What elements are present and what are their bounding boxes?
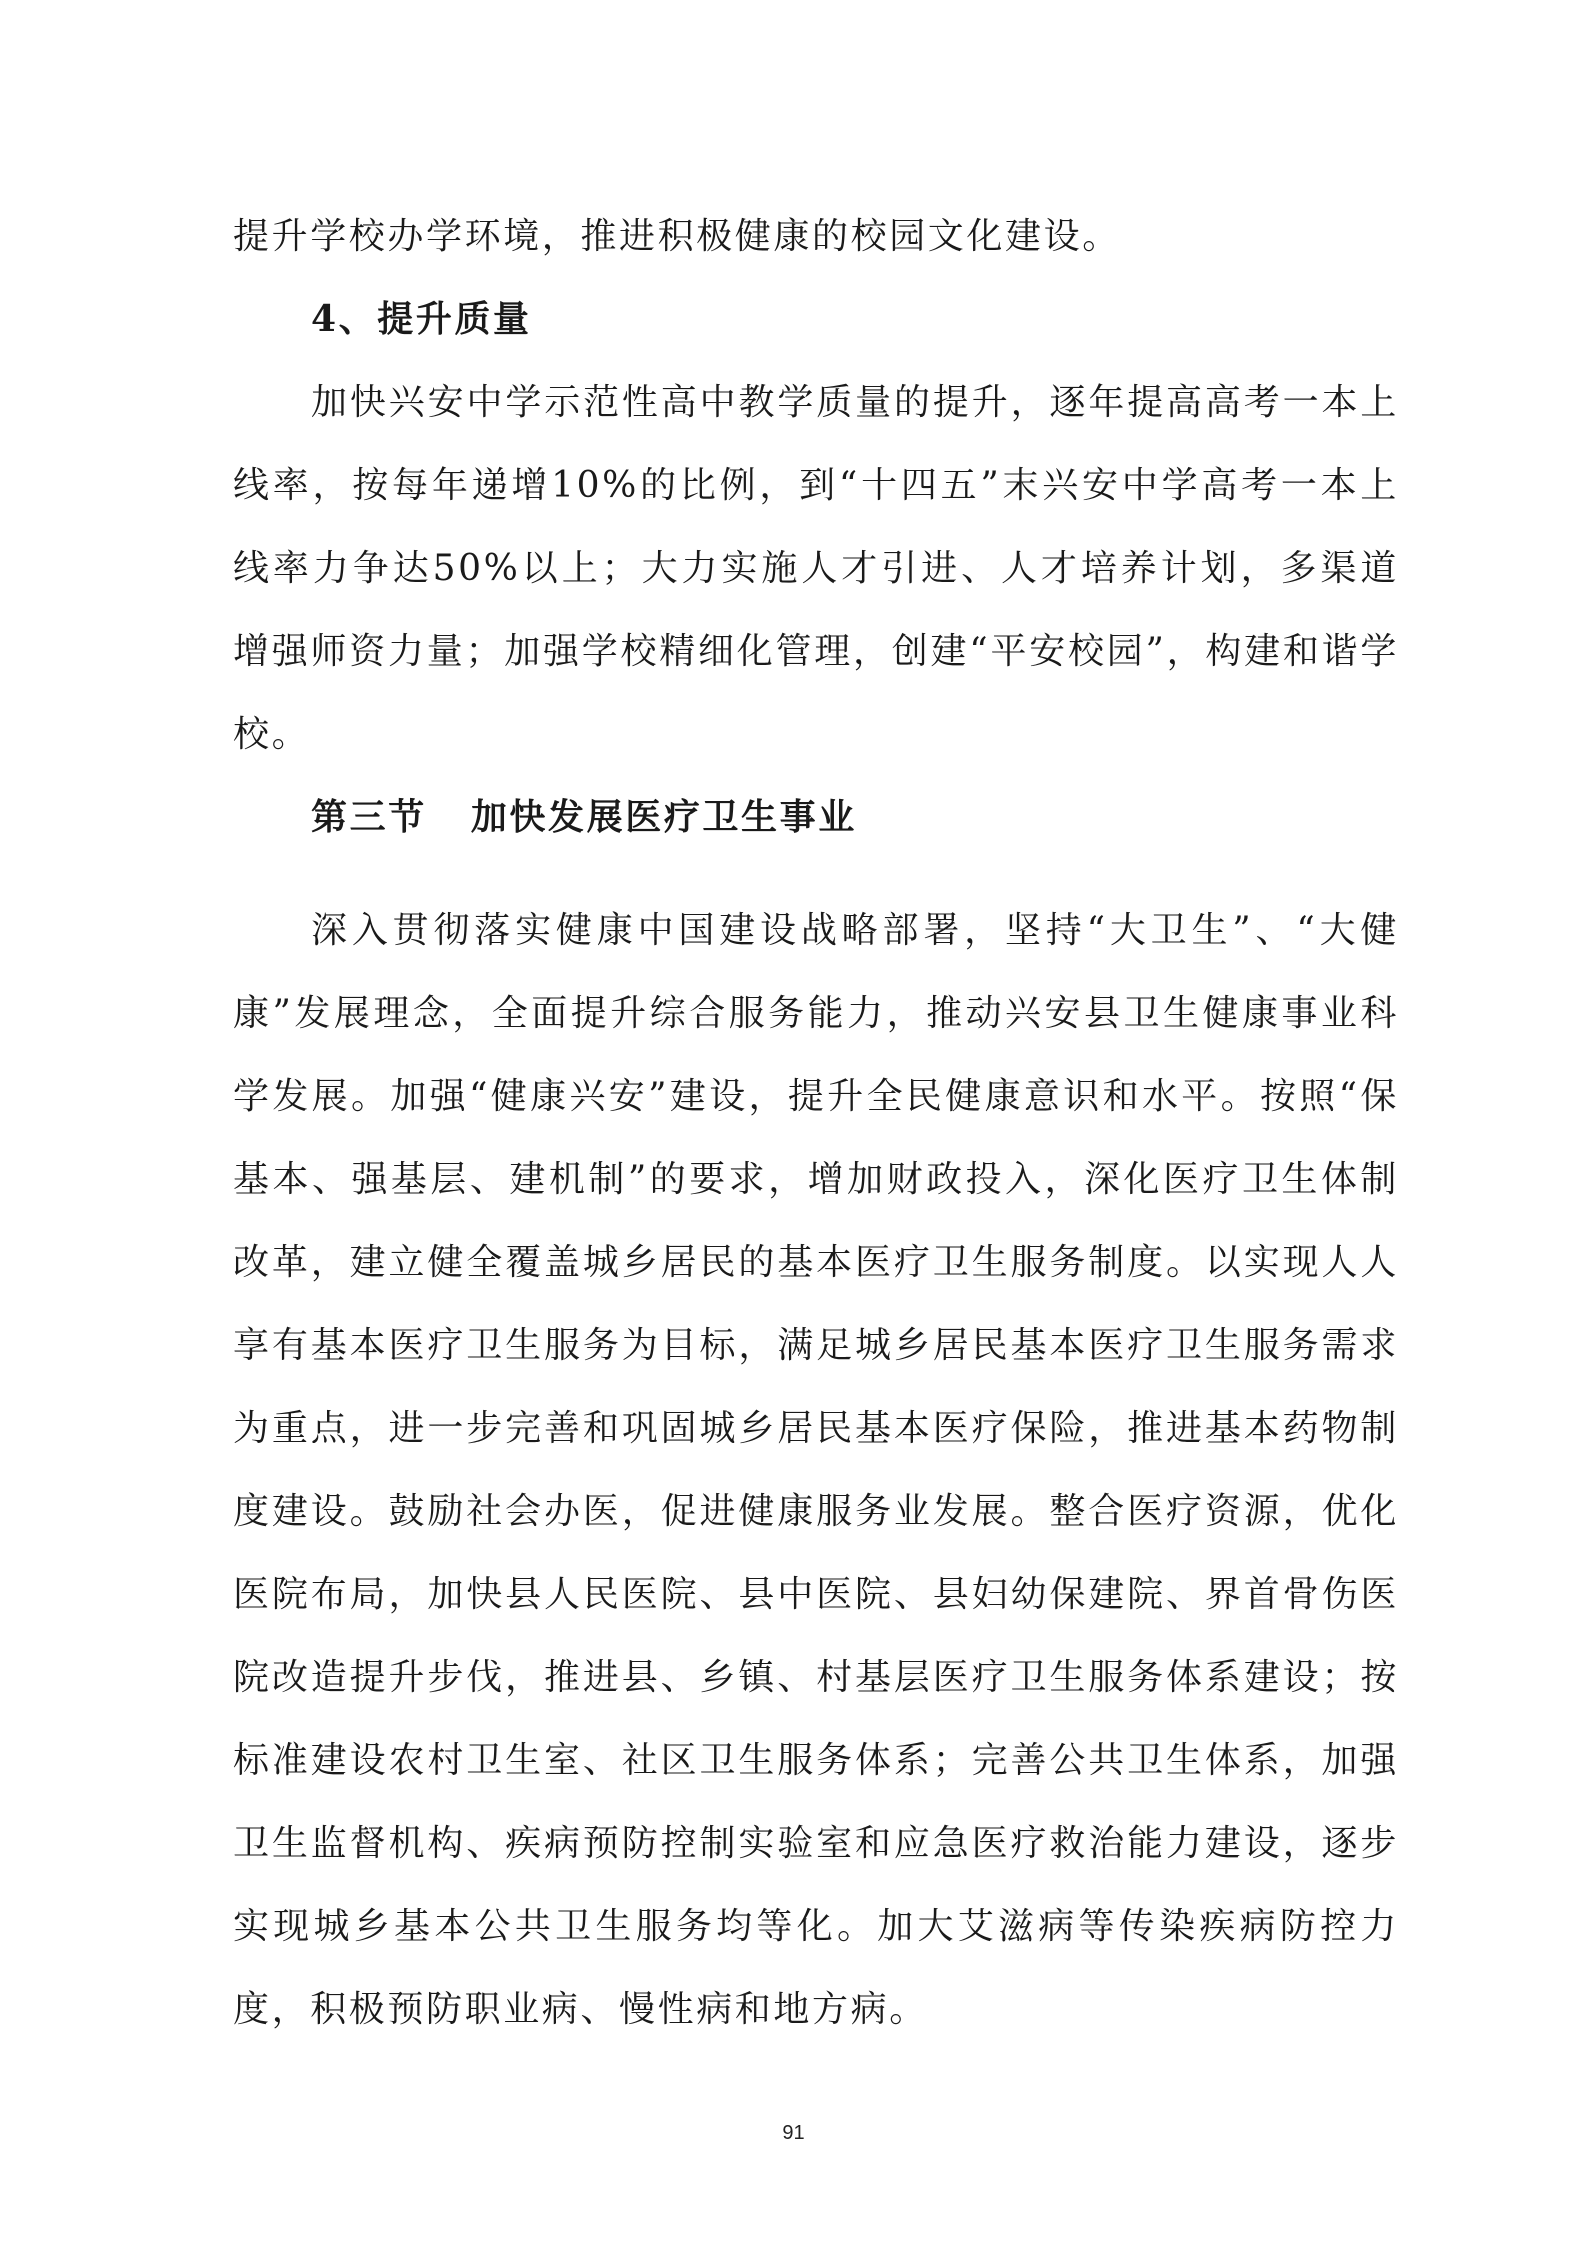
section-title: 加快发展医疗卫生事业 xyxy=(470,796,857,838)
section-number: 第三节 xyxy=(311,796,427,838)
subheading-quality: 4、提升质量 xyxy=(311,298,532,340)
section-heading xyxy=(233,776,1399,859)
page-number: 91 xyxy=(782,2122,805,2144)
document-page xyxy=(233,195,1399,2051)
paragraph-continued: 提升学校办学环境，推进积极健康的校园文化建设。 xyxy=(233,216,1121,257)
paragraph-health: 深入贯彻落实健康中国建设战略部署，坚持“大卫生”、“大健康”发展理念，全面提升综合服务能力，推动兴安县卫生健康事业科学发展。加强“健康兴安”建设，提升全民健康意识和水平。按照“保基本、强基层、建机制”的要求，增加财政投入，深化医疗卫生体制改革，建立健全覆盖城乡居民的基本医疗卫生服务制度。以实现人人享有基本医疗卫生服务为目标，满足城乡居民基本医疗卫生服务需求为重点，进一步完善和巩固城乡居民基本医疗保险，推进基本药物制度建设。鼓励社会办医，促进健康服务业发展。整合医疗资源，优化医院布局，加快县人民医院、县中医院、县妇幼保建院、界首骨伤医院改造提升步伐，推进县、乡镇、村基层医疗卫生服务体系建设；按标准建设农村卫生室、社区卫生服务体系；完善公共卫生体系，加强卫生监督机构、疾病预防控制实验室和应急医疗救治能力建设，逐步实现城乡基本公共卫生服务均等化。加大艾滋病等传染疾病防控力度，积极预防职业病、慢性病和地方病。 xyxy=(233,910,1399,2030)
paragraph-quality: 加快兴安中学示范性高中教学质量的提升，逐年提高高考一本上线率，按每年递增10%的比例，到“十四五”末兴安中学高考一本上线率力争达50%以上；大力实施人才引进、人才培养计划，多渠道增强师资力量；加强学校精细化管理，创建“平安校园”，构建和谐学校。 xyxy=(233,382,1399,755)
